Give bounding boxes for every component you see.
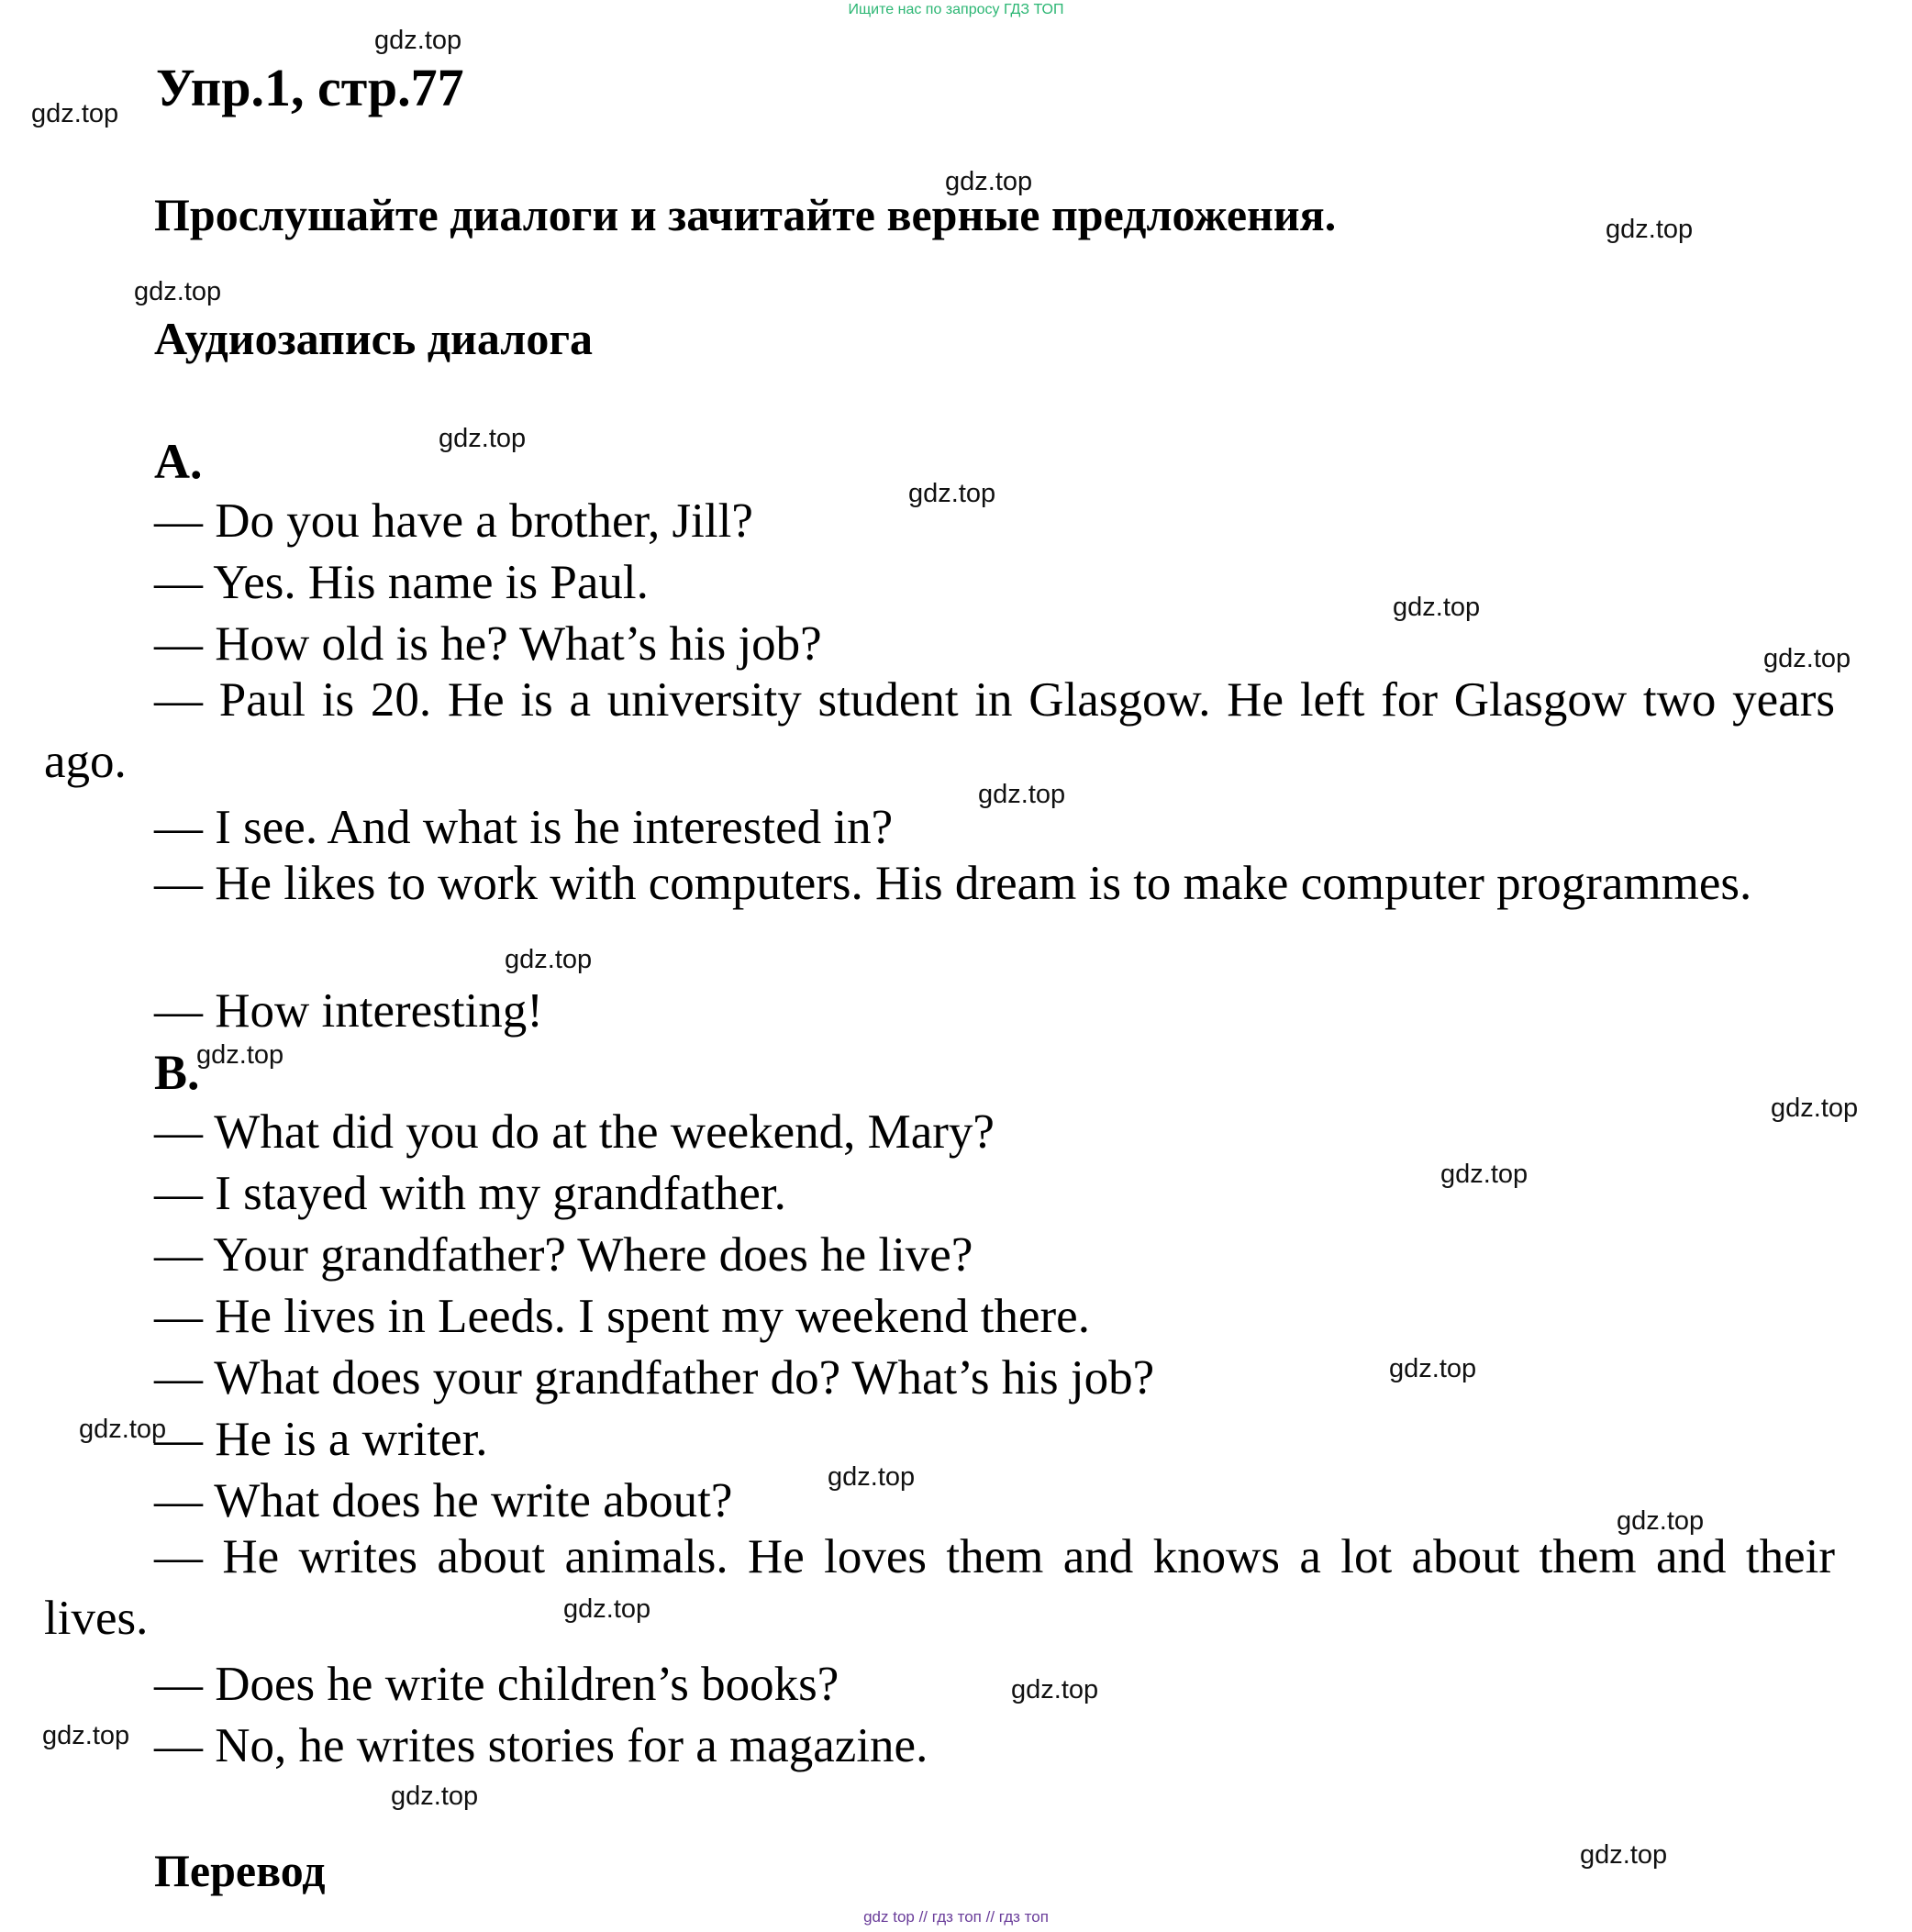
- dialog-line: — How interesting!: [154, 984, 543, 1038]
- watermark: gdz.top: [79, 1415, 167, 1444]
- dialog-line: — I see. And what is he interested in?: [154, 801, 894, 854]
- watermark: gdz.top: [374, 26, 462, 55]
- watermark: gdz.top: [978, 780, 1066, 809]
- dialog-line: — What does your grandfather do? What’s his job?: [154, 1351, 1155, 1405]
- watermark: gdz.top: [1606, 215, 1694, 244]
- dialog-line: — What did you do at the weekend, Mary?: [154, 1105, 995, 1159]
- translation-heading: Перевод: [154, 1845, 326, 1896]
- watermark: gdz.top: [391, 1782, 479, 1811]
- bottom-banner[interactable]: gdz top // гдз топ // гдз топ: [863, 1908, 1049, 1926]
- dialog-line: — Do you have a brother, Jill?: [154, 494, 753, 548]
- dialog-line: — He writes about animals. He loves them and knows a lot about them and their lives.: [44, 1530, 1835, 1645]
- dialog-line: — Yes. His name is Paul.: [154, 556, 649, 609]
- watermark: gdz.top: [134, 277, 222, 306]
- instruction: Прослушайте диалоги и зачитайте верные предложения.: [154, 189, 1337, 240]
- dialog-line: — Does he write children’s books?: [154, 1658, 839, 1711]
- dialog-a-label: A.: [154, 434, 203, 489]
- watermark: gdz.top: [828, 1462, 916, 1492]
- top-banner[interactable]: Ищите нас по запросу ГДЗ ТОП: [848, 2, 1064, 17]
- dialog-line: — Your grandfather? Where does he live?: [154, 1228, 973, 1282]
- watermark: gdz.top: [1011, 1675, 1099, 1704]
- watermark: gdz.top: [1771, 1094, 1859, 1123]
- watermark: gdz.top: [1763, 644, 1851, 673]
- dialog-line: — He lives in Leeds. I spent my weekend there.: [154, 1290, 1090, 1343]
- watermark: gdz.top: [563, 1594, 651, 1624]
- dialog-line: — He is a writer.: [154, 1413, 488, 1466]
- dialog-line: — How old is he? What’s his job?: [154, 617, 822, 671]
- watermark: gdz.top: [196, 1040, 284, 1070]
- dialog-line: — No, he writes stories for a magazine.: [154, 1719, 928, 1772]
- watermark: gdz.top: [1617, 1506, 1705, 1536]
- watermark: gdz.top: [439, 424, 527, 453]
- watermark: gdz.top: [908, 479, 996, 508]
- dialog-line: — What does he write about?: [154, 1474, 733, 1527]
- dialog-b-label: B.: [154, 1045, 200, 1100]
- watermark: gdz.top: [1389, 1354, 1477, 1383]
- watermark: gdz.top: [31, 99, 119, 128]
- watermark: gdz.top: [945, 167, 1033, 196]
- watermark: gdz.top: [1393, 593, 1481, 622]
- dialog-line: — Paul is 20. He is a university student in Glasgow. He left for Glasgow two years ago.: [44, 673, 1835, 788]
- dialog-line: — I stayed with my grandfather.: [154, 1167, 786, 1220]
- audio-heading: Аудиозапись диалога: [154, 313, 594, 364]
- watermark: gdz.top: [505, 945, 593, 974]
- watermark: gdz.top: [1440, 1160, 1528, 1189]
- dialog-line: — He likes to work with computers. His dream is to make computer programmes.: [154, 857, 1752, 910]
- watermark: gdz.top: [42, 1721, 130, 1750]
- page-title: Упр.1, стр.77: [156, 58, 464, 117]
- watermark: gdz.top: [1580, 1840, 1668, 1870]
